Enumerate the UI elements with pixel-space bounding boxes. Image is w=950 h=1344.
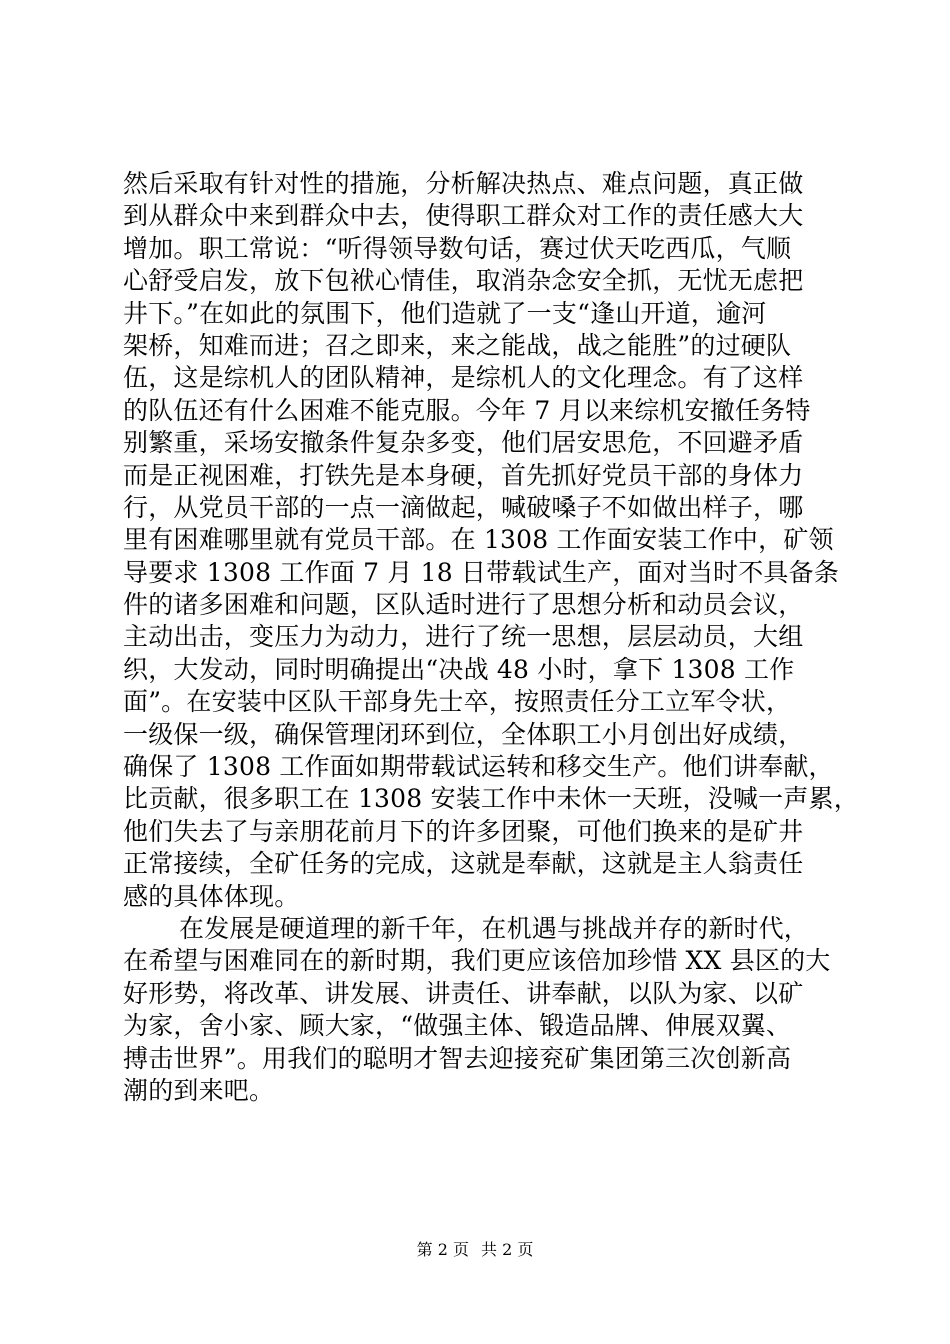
- page-total: 共 2 页: [481, 1240, 534, 1259]
- text-line: 而是正视困难，打铁先是本身硬，首先抓好党员干部的身体力: [123, 460, 804, 490]
- text-line: 增加。职工常说：“听得领导数句话，赛过伏天吃西瓜，气顺: [123, 233, 792, 263]
- text-line: 在希望与困难同在的新时期，我们更应该倍加珍惜 XX 县区的大: [123, 946, 831, 976]
- paragraph-start-line: 在发展是硬道理的新千年，在机遇与挑战并存的新时代，: [179, 913, 810, 943]
- text-line: 正常接续，全矿任务的完成，这就是奉献，这就是主人翁责任: [123, 849, 804, 879]
- text-line: 行，从党员干部的一点一滴做起，喊破嗓子不如做出样子，哪: [123, 492, 804, 522]
- text-line: 他们失去了与亲朋花前月下的许多团聚，可他们换来的是矿井: [123, 816, 804, 846]
- text-line: 件的诸多困难和问题，区队适时进行了思想分析和动员会议，: [123, 590, 804, 620]
- text-line: 到从群众中来到群众中去，使得职工群众对工作的责任感大大: [123, 201, 804, 231]
- text-line: 面”。在安装中区队干部身先士卒，按照责任分工立军令状，: [123, 687, 792, 717]
- text-line: 然后采取有针对性的措施，分析解决热点、难点问题，真正做: [123, 169, 804, 198]
- text-line: 潮的到来吧。: [123, 1075, 275, 1105]
- text-line: 井下。”在如此的氛围下，他们造就了一支“逢山开道，逾河: [123, 298, 767, 328]
- text-line: 心舒受启发，放下包袱心情佳，取消杂念安全抓，无忧无虑把: [123, 266, 804, 296]
- text-line: 为家，舍小家、顾大家，“做强主体、锻造品牌、伸展双翼、: [123, 1011, 792, 1041]
- text-line: 搏击世界”。用我们的聪明才智去迎接兖矿集团第三次创新高: [123, 1043, 792, 1073]
- text-line: 主动出击，变压力为动力，进行了统一思想，层层动员，大组: [123, 622, 804, 652]
- text-line: 织，大发动，同时明确提出“决战 48 小时，拿下 1308 工作: [123, 654, 795, 684]
- text-line: 确保了 1308 工作面如期带载试运转和移交生产。他们讲奉献，: [123, 752, 834, 782]
- text-line: 导要求 1308 工作面 7 月 18 日带载试生产，面对当时不具备条: [123, 557, 840, 587]
- text-line: 比贡献，很多职工在 1308 安装工作中未休一天班，没喊一声累，: [123, 784, 859, 814]
- text-line: 的队伍还有什么困难不能克服。今年 7 月以来综机安撤任务特: [123, 395, 811, 425]
- text-line: 好形势，将改革、讲发展、讲责任、讲奉献，以队为家、以矿: [123, 978, 804, 1008]
- text-line: 一级保一级，确保管理闭环到位，全体职工小月创出好成绩，: [123, 719, 804, 749]
- text-line: 里有困难哪里就有党员干部。在 1308 工作面安装工作中，矿领: [123, 525, 834, 555]
- text-line: 感的具体体现。: [123, 881, 300, 911]
- body-text: [123, 168, 859, 1107]
- text-line: 伍，这是综机人的团队精神，是综机人的文化理念。有了这样: [123, 363, 804, 393]
- text-line: 别繁重，采场安撤条件复杂多变，他们居安思危，不回避矛盾: [123, 428, 804, 458]
- page-number: 第 2 页: [416, 1240, 469, 1259]
- text-line: 架桥，知难而进；召之即来，来之能战，战之能胜”的过硬队: [123, 330, 792, 360]
- page-footer: [0, 1240, 950, 1260]
